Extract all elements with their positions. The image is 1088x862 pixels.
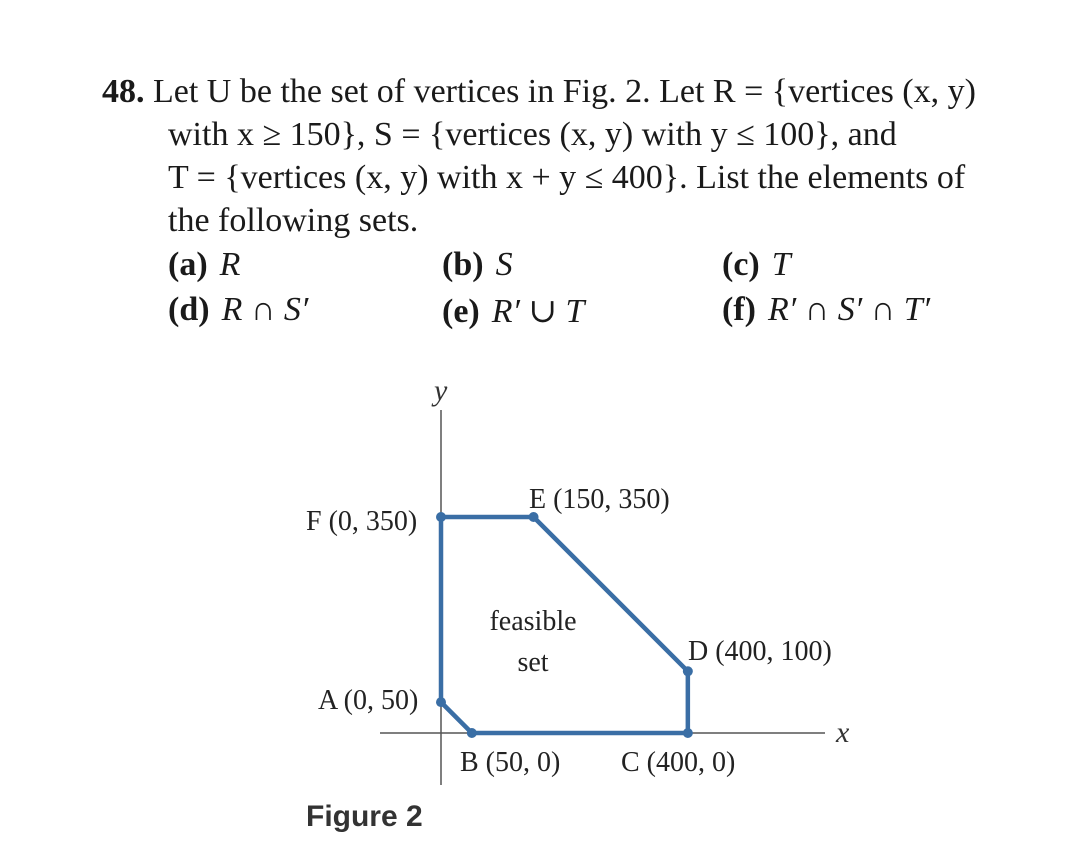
part-c: (c) T — [722, 246, 791, 283]
problem-line-2: with x ≥ 150}, S = {vertices (x, y) with y ≤ 100}, and — [168, 116, 897, 153]
vertex-label-a: A (0, 50) — [318, 685, 419, 716]
part-e: (e) R′ ∪ T — [442, 293, 585, 330]
figure-caption: Figure 2 — [306, 800, 423, 833]
vertex-point-d — [683, 666, 693, 676]
part-d: (d) R ∩ S′ — [168, 291, 309, 328]
vertex-label-f: F (0, 350) — [306, 506, 418, 537]
problem-number: 48. — [102, 73, 145, 110]
part-a: (a) R — [168, 246, 241, 283]
vertex-point-b — [467, 728, 477, 738]
problem-line-3: T = {vertices (x, y) with x + y ≤ 400}. List the elements of — [168, 159, 966, 196]
part-f: (f) R′ ∩ S′ ∩ T′ — [722, 291, 931, 328]
part-b: (b) S — [442, 246, 513, 283]
vertex-point-f — [436, 512, 446, 522]
x-axis-label: x — [836, 716, 850, 749]
problem-line-4: the following sets. — [168, 202, 419, 239]
y-axis-label: y — [434, 374, 448, 407]
vertex-label-b: B (50, 0) — [460, 747, 561, 778]
vertex-label-c: C (400, 0) — [621, 747, 736, 778]
problem-line-1: Let U be the set of vertices in Fig. 2. Let R = {vertices (x, y) — [153, 73, 976, 110]
vertex-point-a — [436, 697, 446, 707]
vertex-point-c — [683, 728, 693, 738]
region-label-line-2: set — [517, 647, 549, 678]
vertex-label-e: E (150, 350) — [529, 484, 670, 515]
region-label-line-1: feasible — [489, 606, 577, 637]
vertex-label-d: D (400, 100) — [688, 636, 832, 667]
